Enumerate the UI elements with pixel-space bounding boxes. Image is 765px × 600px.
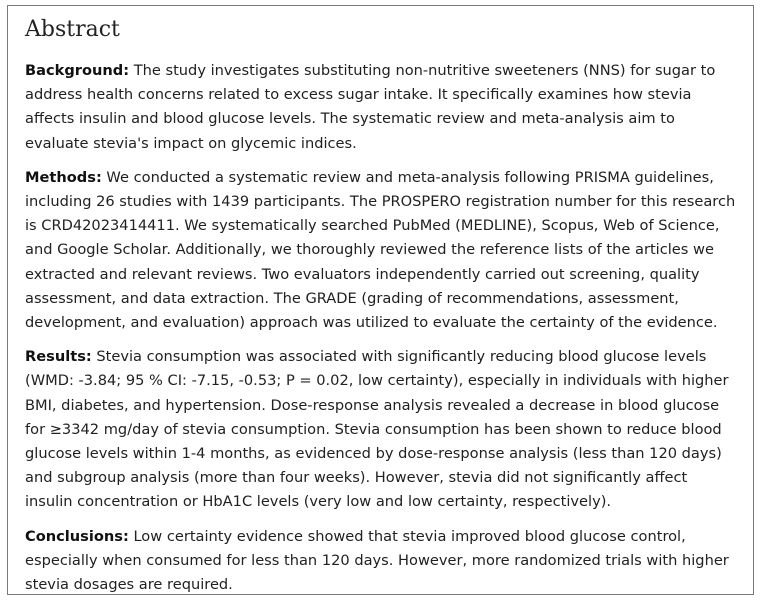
methods-label: Methods:: [25, 168, 102, 186]
background-label: Background:: [25, 62, 130, 79]
results-text: Stevia consumption was associated with significantly reducing blood glucose levels (WMD: -3.84; 95 % CI: -7.15, -0.53; P = 0.02, low certainty), especially in individuals with higher BMI, diabetes, and hypertension. Dose-response analysis revealed a decrease in blood glucose for ≥3342 mg/day of stevia consumption. Stevia consumption has been shown to reduce blood glucose levels within 1-4 months, as evidenced by dose-response analysis (less than 120 days) and subgroup analysis (more than four weeks). However, stevia did not significantly affect insulin concentration or HbA1C levels (very low and low certainty, respectively).: [25, 348, 729, 511]
background-text: The study investigates substituting non-nutritive sweeteners (NNS) for sugar to address health concerns related to excess sugar intake. It specifically examines how stevia affects insulin and blood glucose levels. The systematic review and meta-analysis aim to evaluate stevia's impact on glycemic indices.: [25, 62, 716, 152]
conclusions-paragraph: [25, 525, 736, 598]
conclusions-label: Conclusions:: [25, 527, 129, 545]
background-paragraph: [25, 59, 736, 156]
methods-text: We conducted a systematic review and meta-analysis following PRISMA guidelines, including 26 studies with 1439 participants. The PROSPERO registration number for this research is CRD42023414411. We systematically searched PubMed (MEDLINE), Scopus, Web of Science, and Google Scholar. Additionally, we thoroughly reviewed the reference lists of the articles we extracted and relevant reviews. Two evaluators independently carried out screening, quality assessment, and data extraction. The GRADE (grading of recommendations, assessment, development, and evaluation) approach was utilized to evaluate the certainty of the evidence.: [25, 168, 736, 332]
conclusions-text: Low certainty evidence showed that stevia improved blood glucose control, especially when consumed for less than 120 days. However, more randomized trials with higher stevia dosages are required.: [25, 527, 729, 594]
results-paragraph: [25, 345, 736, 514]
abstract-panel: [7, 5, 754, 595]
results-label: Results:: [25, 348, 92, 366]
abstract-heading: Abstract: [25, 17, 120, 42]
methods-paragraph: [25, 166, 736, 335]
